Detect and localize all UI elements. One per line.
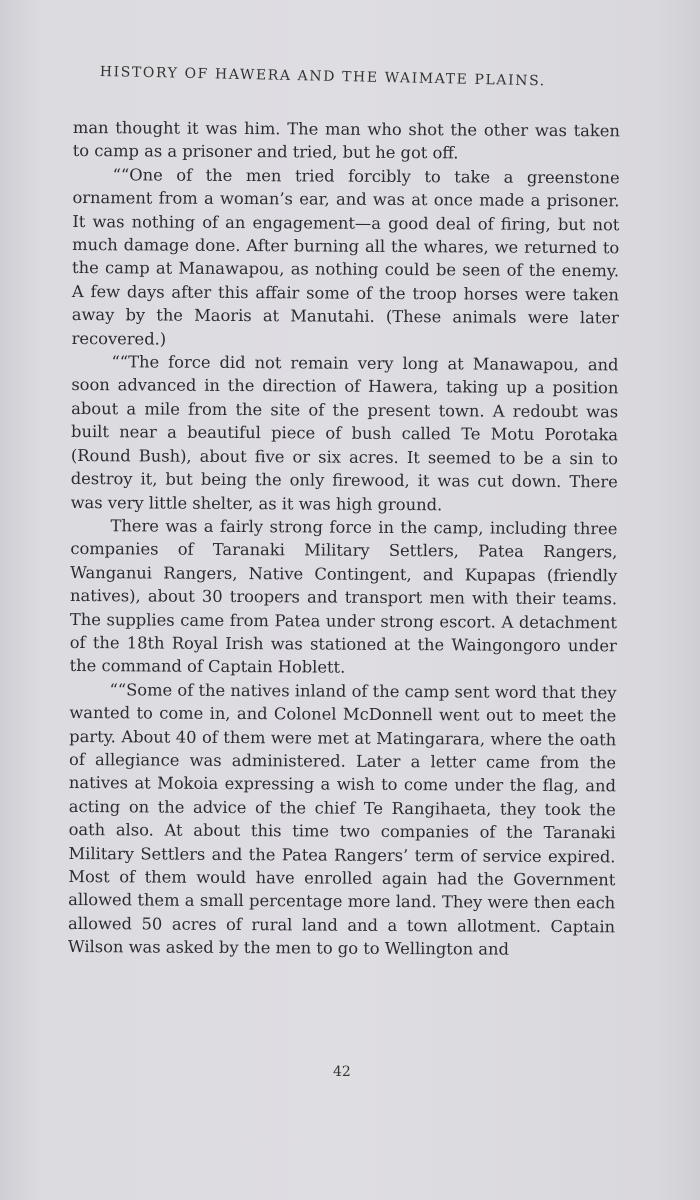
paragraph: ““Some of the natives inland of the camp sent word that they wanted to come in, and Colonel McDonnell went out to meet the party. About 40 of them were met at Matingarara, where the oath of allegiance was administered. Later a letter came from the natives at Mokoia expressing a wish to come under the flag, and acting on the advice of the chief Te Rangihaeta, they took the oath also. At about this time two companies of the Taranaki Military Settlers and the Patea Rangers’ term of service expired. Most of them would have enrolled again had the Government allowed them a small percentage more land. They were then each allowed 50 acres of rural land and a town allotment. Captain Wilson was asked by the men to go to Wellington and	[67, 679, 617, 959]
paragraph: There was a fairly strong force in the camp, including three companies of Taranaki Military Settlers, Patea Rangers, Wanganui Rangers, Native Contingent, and Kupapas (friendly natives), about 30 troopers and transport men with their teams. The supplies came from Patea under strong escort. A detachment of the 18th Royal Irish was stationed at the Waingongoro under the command of Captain Hoblett.	[69, 516, 618, 678]
page-number: 42	[333, 1064, 351, 1080]
paragraph: man thought it was him. The man who shot the other was taken to camp as a prisoner and tried, but he got off.	[72, 117, 620, 163]
paragraph: ““The force did not remain very long at Manawapou, and soon advanced in the direction of Hawera, taking up a position about a mile from the site of the present town. A redoubt was built near a beautiful piece of bush called Te Motu Porotaka (Round Bush), about five or six acres. It seemed to be a sin to destroy it, but being the only firewood, it was cut down. There was very little shelter, as it was high ground.	[70, 352, 619, 514]
body-text	[68, 116, 620, 962]
paragraph: ““One of the men tried forcibly to take a greenstone ornament from a woman’s ear, and was at once made a prisoner. It was nothing of an engagement—a good deal of firing, but not much damage done. After burning all the whares, we returned to the camp at Manawapou, as nothing could be seen of the enemy. A few days after this affair some of the troop horses were taken away by the Maoris at Manutahi. (These animals were later recovered.)	[71, 165, 620, 349]
running-head-title: HISTORY OF HAWERA AND THE WAIMATE PLAINS.	[99, 64, 546, 90]
